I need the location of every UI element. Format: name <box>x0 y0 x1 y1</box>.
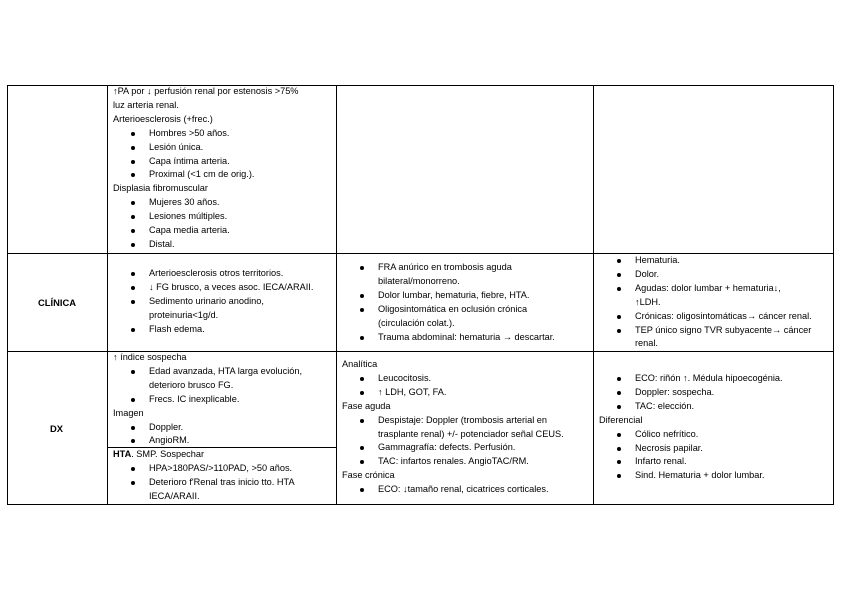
list-item: TAC: infartos renales. AngioTAC/RM. <box>378 455 600 469</box>
list-item: ↓ FG brusco, a veces asoc. IECA/ARAII. <box>149 281 313 295</box>
list-item: Infarto renal. <box>635 455 783 469</box>
list-item: Sind. Hematuria + dolor lumbar. <box>635 469 783 483</box>
list-item: Mujeres 30 años. <box>149 196 334 210</box>
list-item: Trauma abdominal: hematuria → descartar. <box>378 331 555 345</box>
list-item: Dolor. <box>635 268 812 282</box>
cell-fisiopatologia <box>113 85 298 252</box>
list-item: Dolor lumbar, hematuria, fiebre, HTA. <box>378 289 555 303</box>
list-item-continuation: (circulación colat.). <box>378 317 455 328</box>
list-item: Capa media arteria. <box>149 224 334 238</box>
list-item: ECO: riñón ↑. Médula hipoecogénia. <box>635 372 783 386</box>
section-title: Fase crónica <box>342 470 395 481</box>
list-item-continuation: bilateral/monorreno. <box>378 275 460 286</box>
row-label-dx: DX <box>50 423 64 434</box>
list-item: Proximal (<1 cm de orig.). <box>149 168 334 182</box>
list-item: Distal. <box>149 238 334 252</box>
list-item: Edad avanzada, HTA larga evolución, <box>149 365 302 379</box>
list-item: Despistaje: Doppler (trombosis arterial en <box>378 414 600 428</box>
list-item-continuation: deterioro brusco FG. <box>149 379 234 390</box>
section-title: Arterioesclerosis (+frec.) <box>113 113 213 124</box>
list-item: Doppler: sospecha. <box>635 386 783 400</box>
list-item: TAC: elección. <box>635 400 783 414</box>
text-line: luz arteria renal. <box>113 99 179 110</box>
section-title <box>113 448 259 462</box>
cell-clinica-estenosis <box>113 267 314 337</box>
cell-clinica-tvr <box>599 254 812 351</box>
list-item: ↑ LDH, GOT, FA. <box>378 386 600 400</box>
cell-dx-trombosis <box>342 358 564 497</box>
list-item: Oligosintomática en oclusión crónica <box>378 303 555 317</box>
hta-rest: . SMP. Sospechar <box>131 449 205 459</box>
list-item-continuation: proteinuria<1g/d. <box>149 309 219 320</box>
list-item: ECO: ↓tamaño renal, cicatrices corticales. <box>378 483 600 497</box>
list-item: FRA anúrico en trombosis aguda <box>378 261 555 275</box>
list-item: Leucocitosis. <box>378 372 600 386</box>
cell-clinica-trombosis <box>342 261 555 344</box>
list-item: TEP único signo TVR subyacente→ cáncer <box>635 324 812 338</box>
list-item: Agudas: dolor lumbar + hematuria↓, <box>635 282 812 296</box>
row-label-clinica: CLÍNICA <box>38 297 77 308</box>
list-item: Capa íntima arteria. <box>149 155 334 169</box>
list-item: Necrosis papilar. <box>635 442 783 456</box>
list-item-continuation: ↑LDH. <box>635 296 661 307</box>
list-item: Cólico nefrítico. <box>635 428 783 442</box>
list-item: Frecs. IC inexplicable. <box>149 393 302 407</box>
list-item: Hematuria. <box>635 254 812 268</box>
list-item: Deterioro f'Renal tras inicio tto. HTA <box>149 476 295 490</box>
table-border-right <box>833 85 834 505</box>
list-item: Lesión única. <box>149 141 334 155</box>
list-item: Gammagrafía: defects. Perfusión. <box>378 441 600 455</box>
list-item: Sedimento urinario anodino, <box>149 295 313 309</box>
list-item-continuation: renal. <box>635 338 658 349</box>
section-title: ↑ índice sospecha <box>113 352 187 362</box>
column-divider <box>336 85 337 505</box>
list-item: Arterioesclerosis otros territorios. <box>149 267 313 281</box>
list-item-continuation: IECA/ARAII. <box>149 490 200 501</box>
section-title: Displasia fibromuscular <box>113 183 208 194</box>
table-border-left <box>7 85 8 505</box>
column-divider <box>107 85 108 505</box>
section-title: Fase aguda <box>342 400 391 411</box>
list-item: Crónicas: oligosintomáticas→ cáncer renal. <box>635 310 812 324</box>
list-item-continuation: trasplante renal) +/- potenciador señal CEUS. <box>378 428 564 439</box>
text-line: ↑PA por ↓ perfusión renal por estenosis >75% <box>113 86 299 96</box>
list-item: HPA>180PAS/>110PAD, >50 años. <box>149 462 295 476</box>
hta-bold: HTA <box>113 449 132 459</box>
cell-dx-tvr <box>599 372 783 483</box>
cell-dx-estenosis <box>113 351 303 448</box>
list-item: Hombres >50 años. <box>149 127 334 141</box>
list-item: AngioRM. <box>149 434 302 448</box>
section-title: Imagen <box>113 407 144 418</box>
section-title: Analítica <box>342 359 378 369</box>
list-item: Flash edema. <box>149 323 313 337</box>
section-title: Diferencial <box>599 414 643 425</box>
cell-hta-sospecha <box>113 448 295 504</box>
list-item: Doppler. <box>149 421 302 435</box>
list-item: Lesiones múltiples. <box>149 210 334 224</box>
table-border-bottom <box>7 504 834 505</box>
